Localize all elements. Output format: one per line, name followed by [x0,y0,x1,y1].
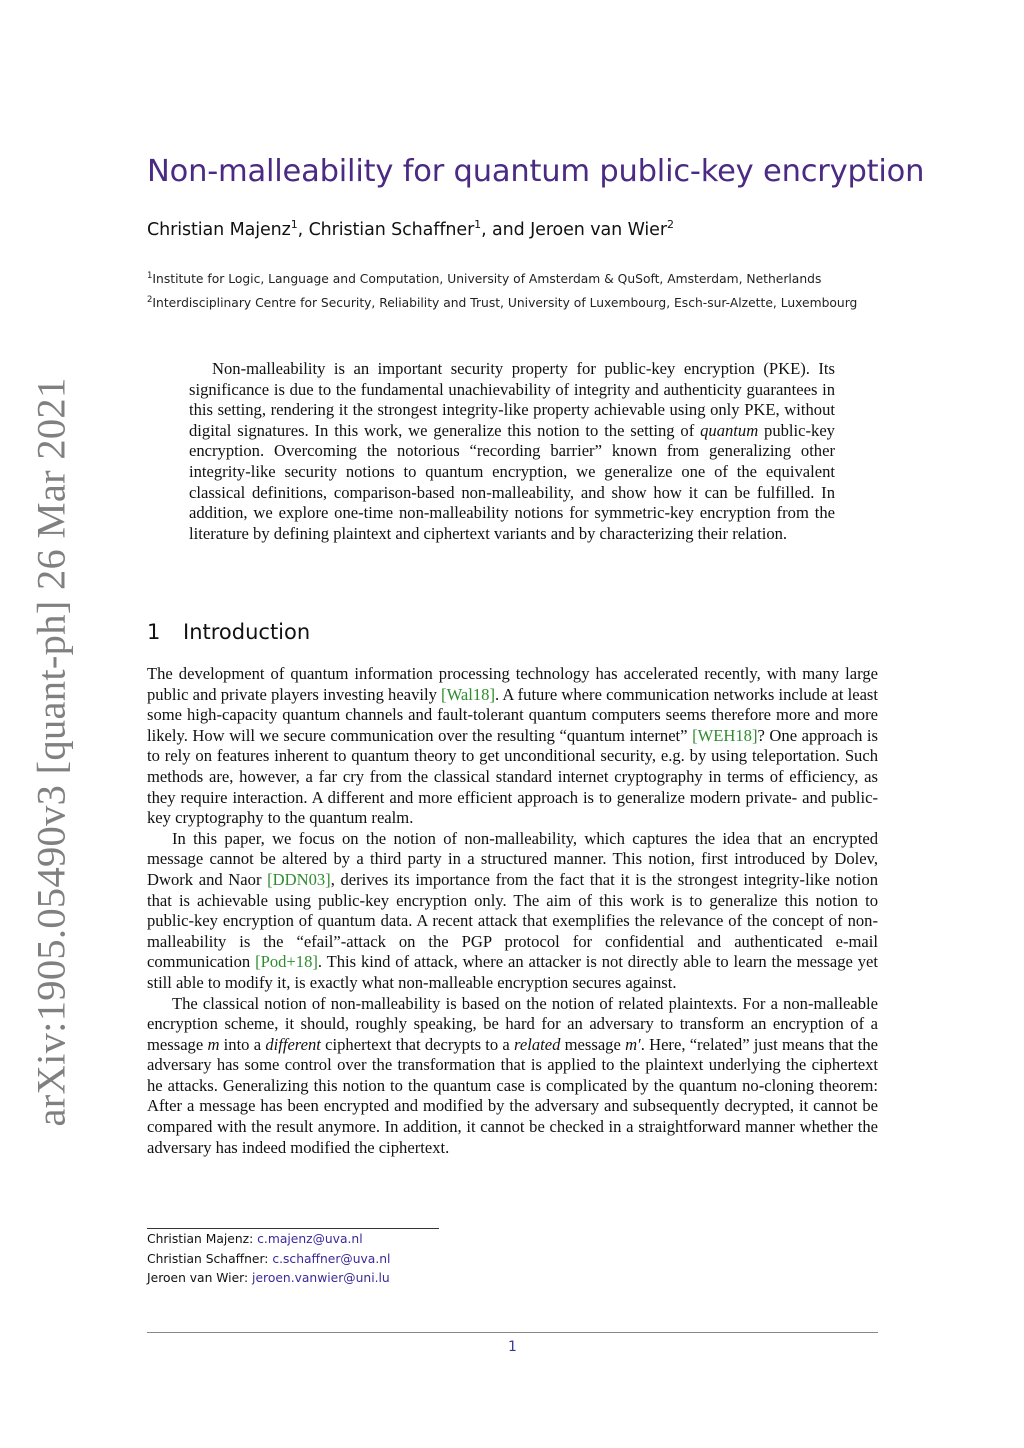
abstract-text: Non-malleability is an important security property for public-key encryption (PKE). Its significance is due to the fundamental unachievability of integrity and authenticity guarantees in this setting, rendering it the strongest integrity-like property achievable using only PKE, without digital signatures. In this work, we generalize this notion to the setting of [189,359,835,440]
paragraph-text: , derives its importance from the fact that it is the strongest integrity-like notion that is achievable using public-key encryption only. The aim of this work is to generalize this notion to public-key encryption of quantum data. A recent attack that exemplifies the relevance of the concept of non-malleability is the “efail”-attack on the PGP protocol for confidential and authenticated e-mail communication [147,869,878,972]
affiliation [147,271,907,286]
author-separator: , and [481,219,531,240]
emphasis: different [265,1034,321,1054]
footnote-rule [147,1228,439,1229]
paragraph-text: . Here, “related” just means that the adversary has some control over the transformation that is applied to the plaintext underlying the ciphertext he attacks. Generalizing this notion to the quantum case is complicated by the quantum no-cloning theorem: After a message has been encrypted and modified by the adversary and subsequently decrypted, it cannot be compared with the result anymore. In addition, it cannot be checked in a straightforward manner whether the adversary has indeed modified the ciphertext. [147,1034,878,1157]
author-affiliation-mark: 1 [290,218,298,231]
affiliation-text: Institute for Logic, Language and Computation, University of Amsterdam & QuSoft, Amsterdam, Netherlands [152,272,822,287]
abstract [189,359,835,544]
email-link[interactable]: c.schaffner@uva.nl [272,1251,391,1266]
paragraph-text: into a [219,1034,266,1054]
email-link[interactable]: jeroen.vanwier@uni.lu [252,1271,390,1285]
paragraph [147,664,878,829]
paragraph-text: The development of quantum information processing technology has accelerated recently, with many large public and private players investing heavily [147,664,878,704]
footnote [147,1250,390,1270]
footnote [147,1230,390,1250]
affiliation-text: Interdisciplinary Centre for Security, Reliability and Trust, University of Luxembourg, Esch-sur-Alzette, Luxembourg [152,296,858,311]
paper-title: Non-malleability for quantum public-key encryption [147,154,925,189]
affiliation [147,295,907,310]
paragraph-text: . This kind of attack, where an attacker is not directly able to learn the message yet still able to modify it, is exactly what non-malleable encryption secures against. [147,952,878,992]
citation-link[interactable]: [Wal18] [441,684,496,704]
paragraph [147,829,878,994]
paragraph-text: ciphertext that decrypts to a [320,1034,515,1054]
author-name: Jeroen van Wier [530,219,667,240]
section-heading [147,620,310,644]
affiliation-number: 2 [147,295,153,305]
footnote-author: Jeroen van Wier: [147,1271,253,1285]
author-affiliation-mark: 1 [474,218,482,231]
page-number: 1 [508,1339,517,1355]
section-title: Introduction [183,620,311,644]
body-text [147,664,878,1158]
affiliation-number: 1 [147,271,153,281]
paragraph-text: The classical notion of non-malleability is based on the notion of related plaintexts. For a non-malleable encryption scheme, it should, roughly speaking, be hard for an adversary to transform an encryption of a message [147,993,878,1054]
author-affiliation-mark: 2 [666,218,674,231]
author-name: Christian Schaffner [308,219,475,240]
paragraph-text: ? One approach is to rely on features inherent to quantum theory to get unconditional security, e.g. by using teleportation. Such methods are, however, a far cry from the classical standard internet cryptography in terms of efficiency, as they require interaction. A different and more efficient approach is to generalize modern private- and public-key cryptography to the quantum realm. [147,725,879,828]
email-link[interactable]: c.majenz@uva.nl [257,1232,363,1246]
author-footnotes [147,1230,390,1289]
paragraph-text: message [560,1034,626,1054]
citation-link[interactable]: [DDN03] [267,869,331,889]
paragraph-text: . A future where communication networks include at least some high-capacity quantum channels and fault-tolerant quantum computers seems therefore more and more likely. How will we secure communication over the resulting “quantum internet” [147,684,878,745]
author-name: Christian Majenz [147,219,291,240]
emphasis: related [514,1034,561,1054]
arxiv-identifier-stamp: arXiv:1905.05490v3 [quant-ph] 26 Mar 2021 [28,377,74,1127]
abstract-text: public-key encryption. Overcoming the notorious “recording barrier” known from generalizing other integrity-like security notions to quantum encryption, we generalize one of the equivalent classical definitions, comparison-based non-malleability, and show how it can be fulfilled. In addition, we explore one-time non-malleability notions for symmetric-key encryption from the literature by defining plaintext and ciphertext variants and by characterizing their relation. [189,420,835,543]
author-separator: , [297,219,309,240]
author-list [147,218,907,240]
paragraph [147,994,878,1159]
paragraph-text: In this paper, we focus on the notion of non-malleability, which captures the idea that an encrypted message cannot be altered by a third party in a structured manner. This notion, first introduced by Dolev, Dwork and Naor [147,828,878,889]
footnote-author: Christian Schaffner: [147,1251,273,1266]
footnote [147,1269,390,1289]
math-variable: m′ [625,1034,641,1054]
citation-link[interactable]: [WEH18] [692,725,758,745]
page-footer-rule [147,1332,878,1333]
math-variable: m [207,1034,220,1054]
footnote-author: Christian Majenz: [147,1232,258,1246]
section-number: 1 [147,620,161,644]
citation-link[interactable]: [Pod+18] [255,952,318,972]
abstract-emphasis: quantum [700,420,759,440]
